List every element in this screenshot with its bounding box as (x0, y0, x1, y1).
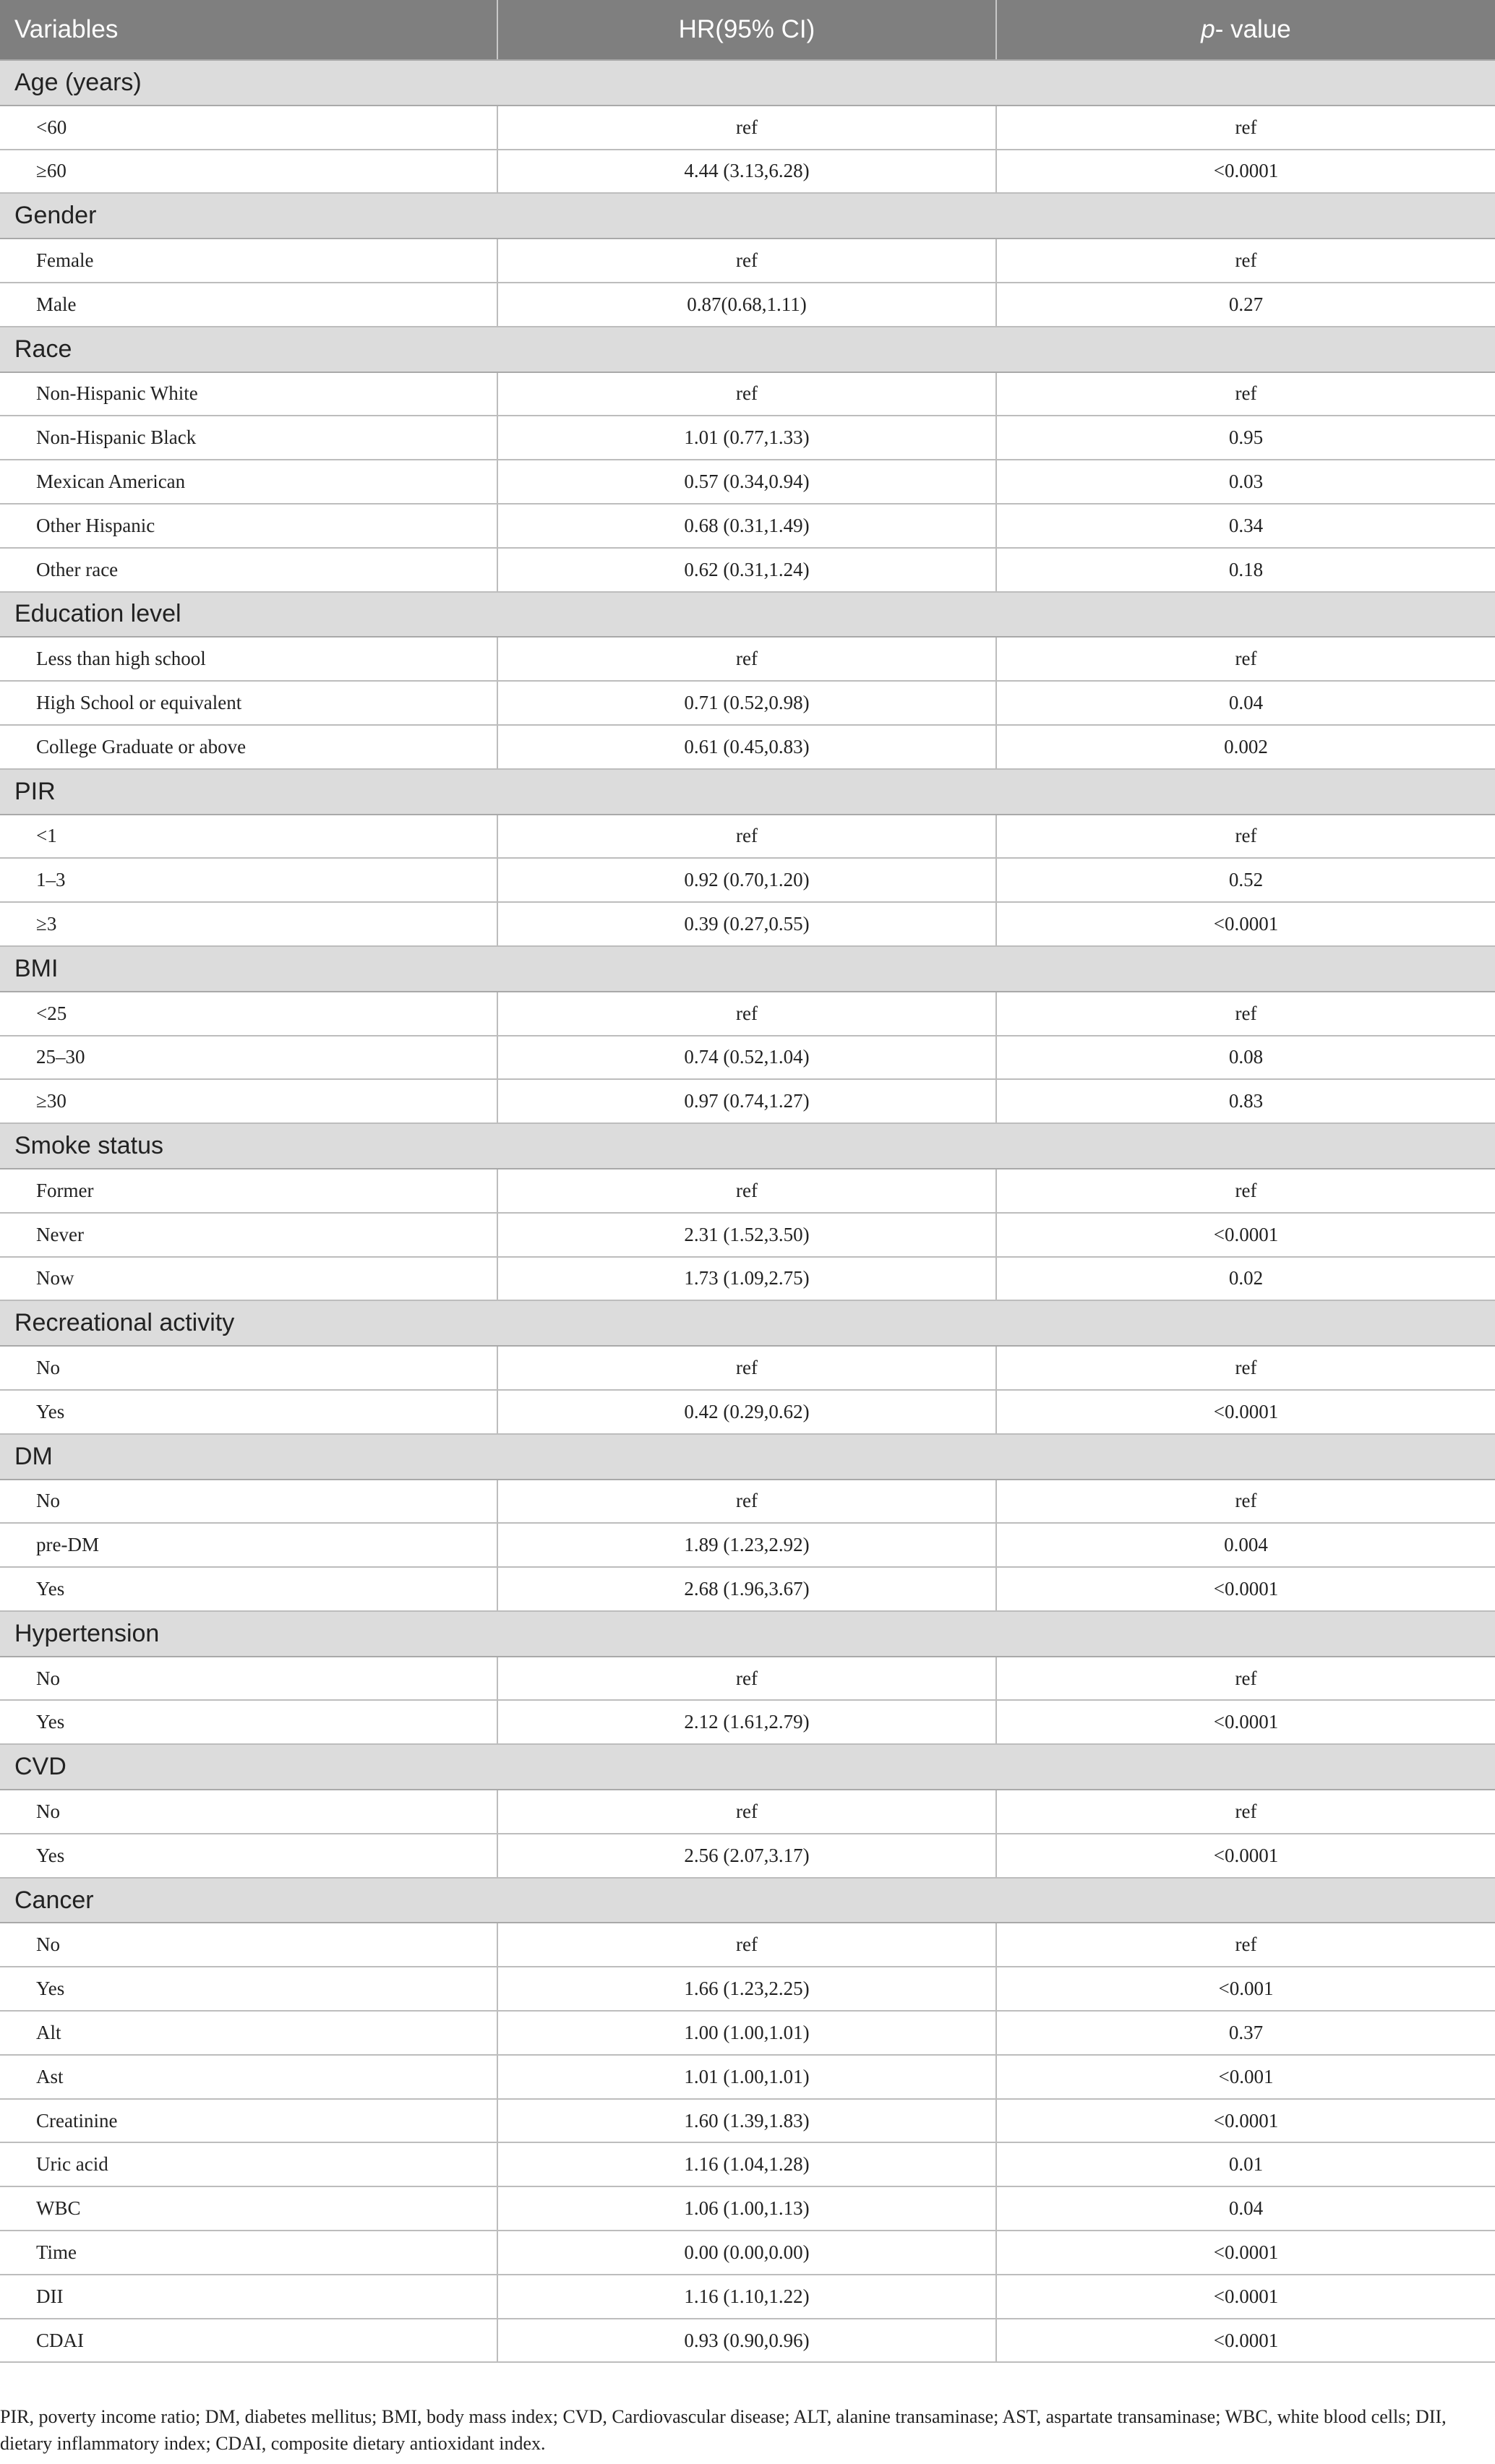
row-label: No (0, 1657, 497, 1701)
table-row (0, 1390, 1495, 1434)
row-label: Yes (0, 1700, 497, 1744)
row-p-value: <0.0001 (996, 1390, 1495, 1434)
row-hr-value: ref (497, 372, 996, 416)
row-label: Ast (0, 2055, 497, 2099)
row-p-value: ref (996, 992, 1495, 1036)
table-row (0, 1036, 1495, 1080)
row-hr-value: 2.56 (2.07,3.17) (497, 1834, 996, 1878)
row-hr-value: 1.16 (1.10,1.22) (497, 2275, 996, 2319)
section-header-row (0, 1123, 1495, 1169)
row-hr-value: 0.00 (0.00,0.00) (497, 2231, 996, 2275)
row-p-value: 0.37 (996, 2011, 1495, 2055)
table-row (0, 637, 1495, 681)
row-hr-value: 1.66 (1.23,2.25) (497, 1967, 996, 2011)
table-row (0, 1480, 1495, 1524)
table-row (0, 725, 1495, 769)
row-label: <60 (0, 106, 497, 150)
table-row (0, 1834, 1495, 1878)
section-header-row (0, 1434, 1495, 1480)
row-label: High School or equivalent (0, 681, 497, 725)
table-row (0, 815, 1495, 859)
row-p-value: ref (996, 1169, 1495, 1213)
row-p-value: <0.0001 (996, 2275, 1495, 2319)
row-hr-value: ref (497, 1346, 996, 1390)
row-hr-value: 0.57 (0.34,0.94) (497, 460, 996, 504)
row-label: ≥60 (0, 150, 497, 194)
table-row (0, 504, 1495, 548)
row-p-value: 0.004 (996, 1523, 1495, 1567)
row-label: Alt (0, 2011, 497, 2055)
row-hr-value: 1.00 (1.00,1.01) (497, 2011, 996, 2055)
row-p-value: ref (996, 239, 1495, 283)
table-row (0, 1257, 1495, 1301)
row-hr-value: ref (497, 1790, 996, 1834)
row-label: Yes (0, 1390, 497, 1434)
row-label: Other race (0, 548, 497, 592)
row-hr-value: 1.06 (1.00,1.13) (497, 2186, 996, 2231)
row-p-value: <0.0001 (996, 2319, 1495, 2363)
table-row (0, 372, 1495, 416)
row-hr-value: ref (497, 1480, 996, 1524)
table-row (0, 239, 1495, 283)
row-hr-value: ref (497, 239, 996, 283)
row-label: No (0, 1346, 497, 1390)
row-label: No (0, 1790, 497, 1834)
row-label: Creatinine (0, 2099, 497, 2143)
table-row (0, 1169, 1495, 1213)
row-hr-value: ref (497, 815, 996, 859)
section-title: Age (years) (0, 60, 1495, 106)
row-hr-value: 0.93 (0.90,0.96) (497, 2319, 996, 2363)
row-p-value: <0.0001 (996, 2231, 1495, 2275)
table-row (0, 2099, 1495, 2143)
row-hr-value: 1.89 (1.23,2.92) (497, 1523, 996, 1567)
row-p-value: <0.0001 (996, 1834, 1495, 1878)
section-header-row (0, 592, 1495, 638)
row-p-value: 0.04 (996, 681, 1495, 725)
table-row (0, 2055, 1495, 2099)
table-row (0, 548, 1495, 592)
table-row (0, 992, 1495, 1036)
row-label: No (0, 1480, 497, 1524)
table-row (0, 2275, 1495, 2319)
row-p-value: 0.04 (996, 2186, 1495, 2231)
row-label: Yes (0, 1567, 497, 1611)
row-label: No (0, 1923, 497, 1967)
row-label: Other Hispanic (0, 504, 497, 548)
row-label: Male (0, 283, 497, 327)
row-label: pre-DM (0, 1523, 497, 1567)
table-row (0, 283, 1495, 327)
table-row (0, 460, 1495, 504)
table-header-row (0, 0, 1495, 60)
row-hr-value: 0.62 (0.31,1.24) (497, 548, 996, 592)
table-row (0, 2186, 1495, 2231)
row-hr-value: 1.73 (1.09,2.75) (497, 1257, 996, 1301)
row-label: Time (0, 2231, 497, 2275)
row-p-value: <0.0001 (996, 902, 1495, 946)
row-label: 1–3 (0, 858, 497, 902)
section-header-row (0, 946, 1495, 992)
table-row (0, 858, 1495, 902)
section-title: BMI (0, 946, 1495, 992)
row-label: Yes (0, 1834, 497, 1878)
table-row (0, 1790, 1495, 1834)
row-p-value: ref (996, 106, 1495, 150)
header-p-rest: - value (1215, 15, 1291, 43)
table-row (0, 1523, 1495, 1567)
row-p-value: 0.52 (996, 858, 1495, 902)
row-hr-value: 0.61 (0.45,0.83) (497, 725, 996, 769)
table-row (0, 1923, 1495, 1967)
section-title: PIR (0, 769, 1495, 815)
row-label: Non-Hispanic White (0, 372, 497, 416)
row-hr-value: 0.74 (0.52,1.04) (497, 1036, 996, 1080)
row-label: Now (0, 1257, 497, 1301)
table-row (0, 2011, 1495, 2055)
section-header-row (0, 1611, 1495, 1657)
table-body (0, 60, 1495, 2362)
row-label: DII (0, 2275, 497, 2319)
table-row (0, 902, 1495, 946)
row-p-value: 0.18 (996, 548, 1495, 592)
row-hr-value: 2.31 (1.52,3.50) (497, 1213, 996, 1257)
header-hr: HR(95% CI) (497, 0, 996, 60)
section-header-row (0, 769, 1495, 815)
section-header-row (0, 193, 1495, 239)
row-label: WBC (0, 2186, 497, 2231)
row-p-value: ref (996, 1790, 1495, 1834)
table-row (0, 681, 1495, 725)
row-hr-value: 1.16 (1.04,1.28) (497, 2142, 996, 2186)
section-title: Race (0, 327, 1495, 372)
row-label: Yes (0, 1967, 497, 2011)
table-row (0, 106, 1495, 150)
row-p-value: 0.02 (996, 1257, 1495, 1301)
row-label: Female (0, 239, 497, 283)
section-title: DM (0, 1434, 1495, 1480)
table-row (0, 1700, 1495, 1744)
header-p-value (996, 0, 1495, 60)
row-p-value: 0.95 (996, 416, 1495, 460)
section-title: Cancer (0, 1878, 1495, 1923)
row-hr-value: 0.71 (0.52,0.98) (497, 681, 996, 725)
row-hr-value: 2.12 (1.61,2.79) (497, 1700, 996, 1744)
section-header-row (0, 327, 1495, 372)
section-header-row (0, 1300, 1495, 1346)
row-hr-value: 2.68 (1.96,3.67) (497, 1567, 996, 1611)
row-p-value: 0.03 (996, 460, 1495, 504)
row-p-value: 0.08 (996, 1036, 1495, 1080)
row-p-value: <0.0001 (996, 1700, 1495, 1744)
row-label: Less than high school (0, 637, 497, 681)
table-row (0, 1567, 1495, 1611)
row-hr-value: ref (497, 637, 996, 681)
row-p-value: ref (996, 815, 1495, 859)
row-p-value: 0.83 (996, 1079, 1495, 1123)
row-hr-value: 0.97 (0.74,1.27) (497, 1079, 996, 1123)
table-row (0, 150, 1495, 194)
row-p-value: <0.0001 (996, 1213, 1495, 1257)
header-p-italic: p (1201, 15, 1215, 43)
row-label: CDAI (0, 2319, 497, 2363)
row-p-value: 0.34 (996, 504, 1495, 548)
row-hr-value: ref (497, 1169, 996, 1213)
table-row (0, 416, 1495, 460)
row-p-value: 0.01 (996, 2142, 1495, 2186)
row-hr-value: ref (497, 106, 996, 150)
row-p-value: <0.0001 (996, 150, 1495, 194)
row-label: College Graduate or above (0, 725, 497, 769)
section-title: Hypertension (0, 1611, 1495, 1657)
table-row (0, 1967, 1495, 2011)
section-header-row (0, 60, 1495, 106)
row-hr-value: 0.42 (0.29,0.62) (497, 1390, 996, 1434)
table-row (0, 1657, 1495, 1701)
section-title: Education level (0, 592, 1495, 638)
header-variables: Variables (0, 0, 497, 60)
table-row (0, 1079, 1495, 1123)
table-footnote: PIR, poverty income ratio; DM, diabetes mellitus; BMI, body mass index; CVD, Cardiovascular disease; ALT, alanine transaminase; AST, aspartate transaminase; WBC, white blood cells; DII, dietary inflammatory index; CDAI, composite dietary antioxidant index. (0, 2406, 1447, 2454)
row-label: Former (0, 1169, 497, 1213)
row-p-value: <0.0001 (996, 1567, 1495, 1611)
section-header-row (0, 1744, 1495, 1790)
row-p-value: ref (996, 1480, 1495, 1524)
row-label: Non-Hispanic Black (0, 416, 497, 460)
row-p-value: <0.0001 (996, 2099, 1495, 2143)
table-row (0, 2319, 1495, 2363)
table-row (0, 2142, 1495, 2186)
section-title: Recreational activity (0, 1300, 1495, 1346)
row-label: 25–30 (0, 1036, 497, 1080)
row-hr-value: 0.68 (0.31,1.49) (497, 504, 996, 548)
row-label: <25 (0, 992, 497, 1036)
row-label: Never (0, 1213, 497, 1257)
row-hr-value: 0.87(0.68,1.11) (497, 283, 996, 327)
section-title: Smoke status (0, 1123, 1495, 1169)
row-p-value: ref (996, 1923, 1495, 1967)
row-hr-value: ref (497, 1657, 996, 1701)
section-title: Gender (0, 193, 1495, 239)
table-row (0, 1213, 1495, 1257)
row-label: <1 (0, 815, 497, 859)
row-hr-value: ref (497, 992, 996, 1036)
row-p-value: ref (996, 637, 1495, 681)
row-label: ≥30 (0, 1079, 497, 1123)
table-row (0, 1346, 1495, 1390)
row-hr-value: 4.44 (3.13,6.28) (497, 150, 996, 194)
row-p-value: ref (996, 372, 1495, 416)
row-label: ≥3 (0, 902, 497, 946)
row-hr-value: 1.01 (0.77,1.33) (497, 416, 996, 460)
row-p-value: 0.002 (996, 725, 1495, 769)
row-hr-value: 0.39 (0.27,0.55) (497, 902, 996, 946)
row-label: Mexican American (0, 460, 497, 504)
row-p-value: ref (996, 1346, 1495, 1390)
row-p-value: <0.001 (996, 1967, 1495, 2011)
row-p-value: 0.27 (996, 283, 1495, 327)
row-p-value: <0.001 (996, 2055, 1495, 2099)
row-label: Uric acid (0, 2142, 497, 2186)
section-title: CVD (0, 1744, 1495, 1790)
row-hr-value: 1.01 (1.00,1.01) (497, 2055, 996, 2099)
row-p-value: ref (996, 1657, 1495, 1701)
table-row (0, 2231, 1495, 2275)
row-hr-value: 1.60 (1.39,1.83) (497, 2099, 996, 2143)
section-header-row (0, 1878, 1495, 1923)
row-hr-value: 0.92 (0.70,1.20) (497, 858, 996, 902)
row-hr-value: ref (497, 1923, 996, 1967)
